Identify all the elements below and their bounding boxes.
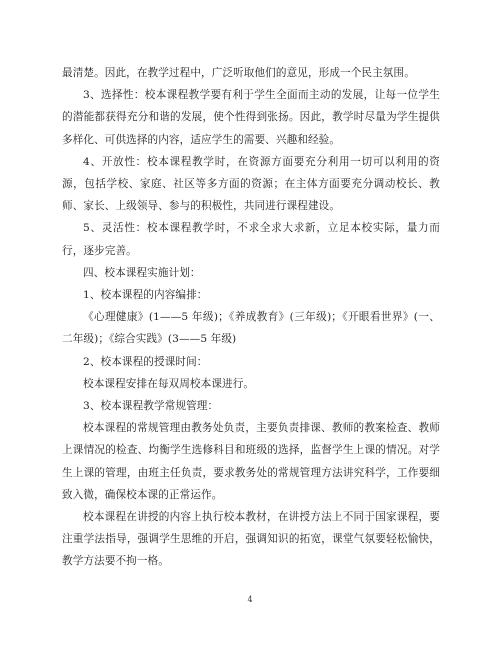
paragraph-course-list: 《心理健康》(1——5 年级)；《养成教育》(三年级)；《开眼看世界》(一、二年级)；《综合实践》(3——5 年级) [62,311,440,346]
page-number: 4 [247,595,253,604]
subheading-teaching-time: 2、校本课程的授课时间： [83,355,208,368]
subheading-routine-management: 3、校本课程教学常规管理： [83,400,219,413]
paragraph-teaching-time: 校本课程安排在每双周校本课进行。 [83,377,255,390]
paragraph-teaching-method: 校本课程在讲授的内容上执行校本教材，在讲授方法上不同于国家课程，要注重学法指导，强调学生思维的开启，强调知识的拓宽，课堂气氛要轻松愉快，教学方法要不拘一格。 [62,511,440,568]
subheading-content-arrangement: 1、校本课程的内容编排： [83,289,208,302]
section-heading-implementation-plan: 四、校本课程实施计划： [83,266,201,279]
paragraph-openness: 4、开放性：校本课程教学时，在资源方面要充分利用一切可以利用的资源，包括学校、家庭、社区等多方面的资源；在主体方面要充分调动校长、教师、家长、上级领导、参与的积极性，共同进行课程建设。 [62,155,440,213]
paragraph-continuation: 最清楚。因此，在教学过程中，广泛听取他们的意见，形成一个民主氛围。 [62,67,415,79]
paragraph-flexibility: 5、灵活性：校本课程教学时，不求全求大求新，立足本校实际，量力而行，逐步完善。 [62,222,440,257]
paragraph-selectivity: 3、选择性：校本课程教学要有利于学生全面而主动的发展，让每一位学生的潜能都获得充分和谐的发展，使个性得到张扬。因此，教学时尽量为学生提供多样化、可供选择的内容，适应学生的需要、兴趣和经验。 [62,89,440,146]
paragraph-routine-management: 校本课程的常规管理由教务处负责，主要负责排课、教师的教案检查、教师上课情况的检查、均衡学生选修科目和班级的选择，监督学生上课的情况。对学生上课的管理，由班主任负责，要求教务处的常规管理方法讲究科学，工作要细致入微，确保校本课的正常运作。 [62,422,440,501]
document-body [62,62,440,573]
